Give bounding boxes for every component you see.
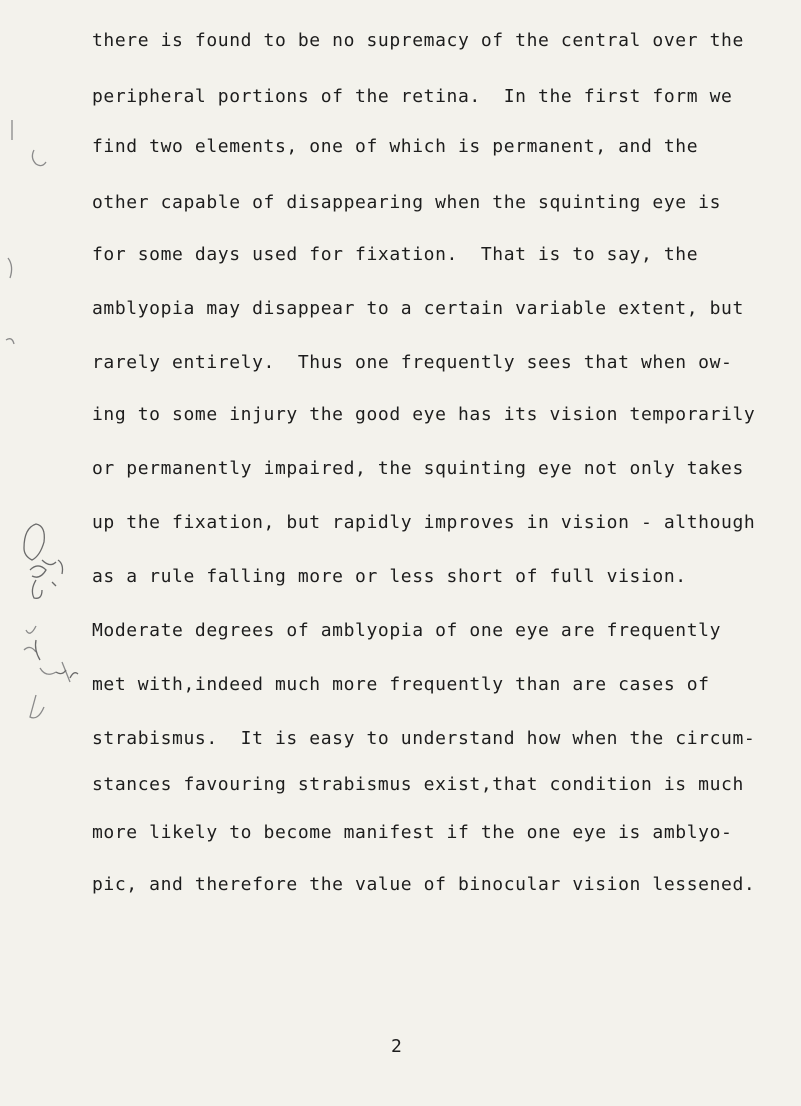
text-line-5: for some days used for fixation. That is to say, the xyxy=(92,244,699,265)
text-line-4: other capable of disappearing when the squinting eye is xyxy=(92,192,722,213)
text-line-12: Moderate degrees of amblyopia of one eye are frequently xyxy=(92,620,722,641)
text-line-6: amblyopia may disappear to a certain variable extent, but xyxy=(92,298,744,319)
text-line-3: find two elements, one of which is permanent, and the xyxy=(92,136,699,157)
text-line-15: stances favouring strabismus exist,that condition is much xyxy=(92,774,744,795)
text-line-1: there is found to be no supremacy of the central over the xyxy=(92,30,744,51)
text-line-14: strabismus. It is easy to understand how when the circum- xyxy=(92,728,756,749)
text-line-9: or permanently impaired, the squinting eye not only takes xyxy=(92,458,744,479)
text-line-11: as a rule falling more or less short of full vision. xyxy=(92,566,687,587)
text-line-7: rarely entirely. Thus one frequently sees that when ow- xyxy=(92,352,733,373)
text-line-16: more likely to become manifest if the one eye is amblyo- xyxy=(92,822,733,843)
page-number: 2 xyxy=(391,1036,402,1057)
text-line-8: ing to some injury the good eye has its vision temporarily xyxy=(92,404,756,425)
text-line-17: pic, and therefore the value of binocular vision lessened. xyxy=(92,874,756,895)
text-line-2: peripheral portions of the retina. In the first form we xyxy=(92,86,733,107)
text-line-10: up the fixation, but rapidly improves in vision - although xyxy=(92,512,756,533)
text-line-13: met with,indeed much more frequently than are cases of xyxy=(92,674,710,695)
